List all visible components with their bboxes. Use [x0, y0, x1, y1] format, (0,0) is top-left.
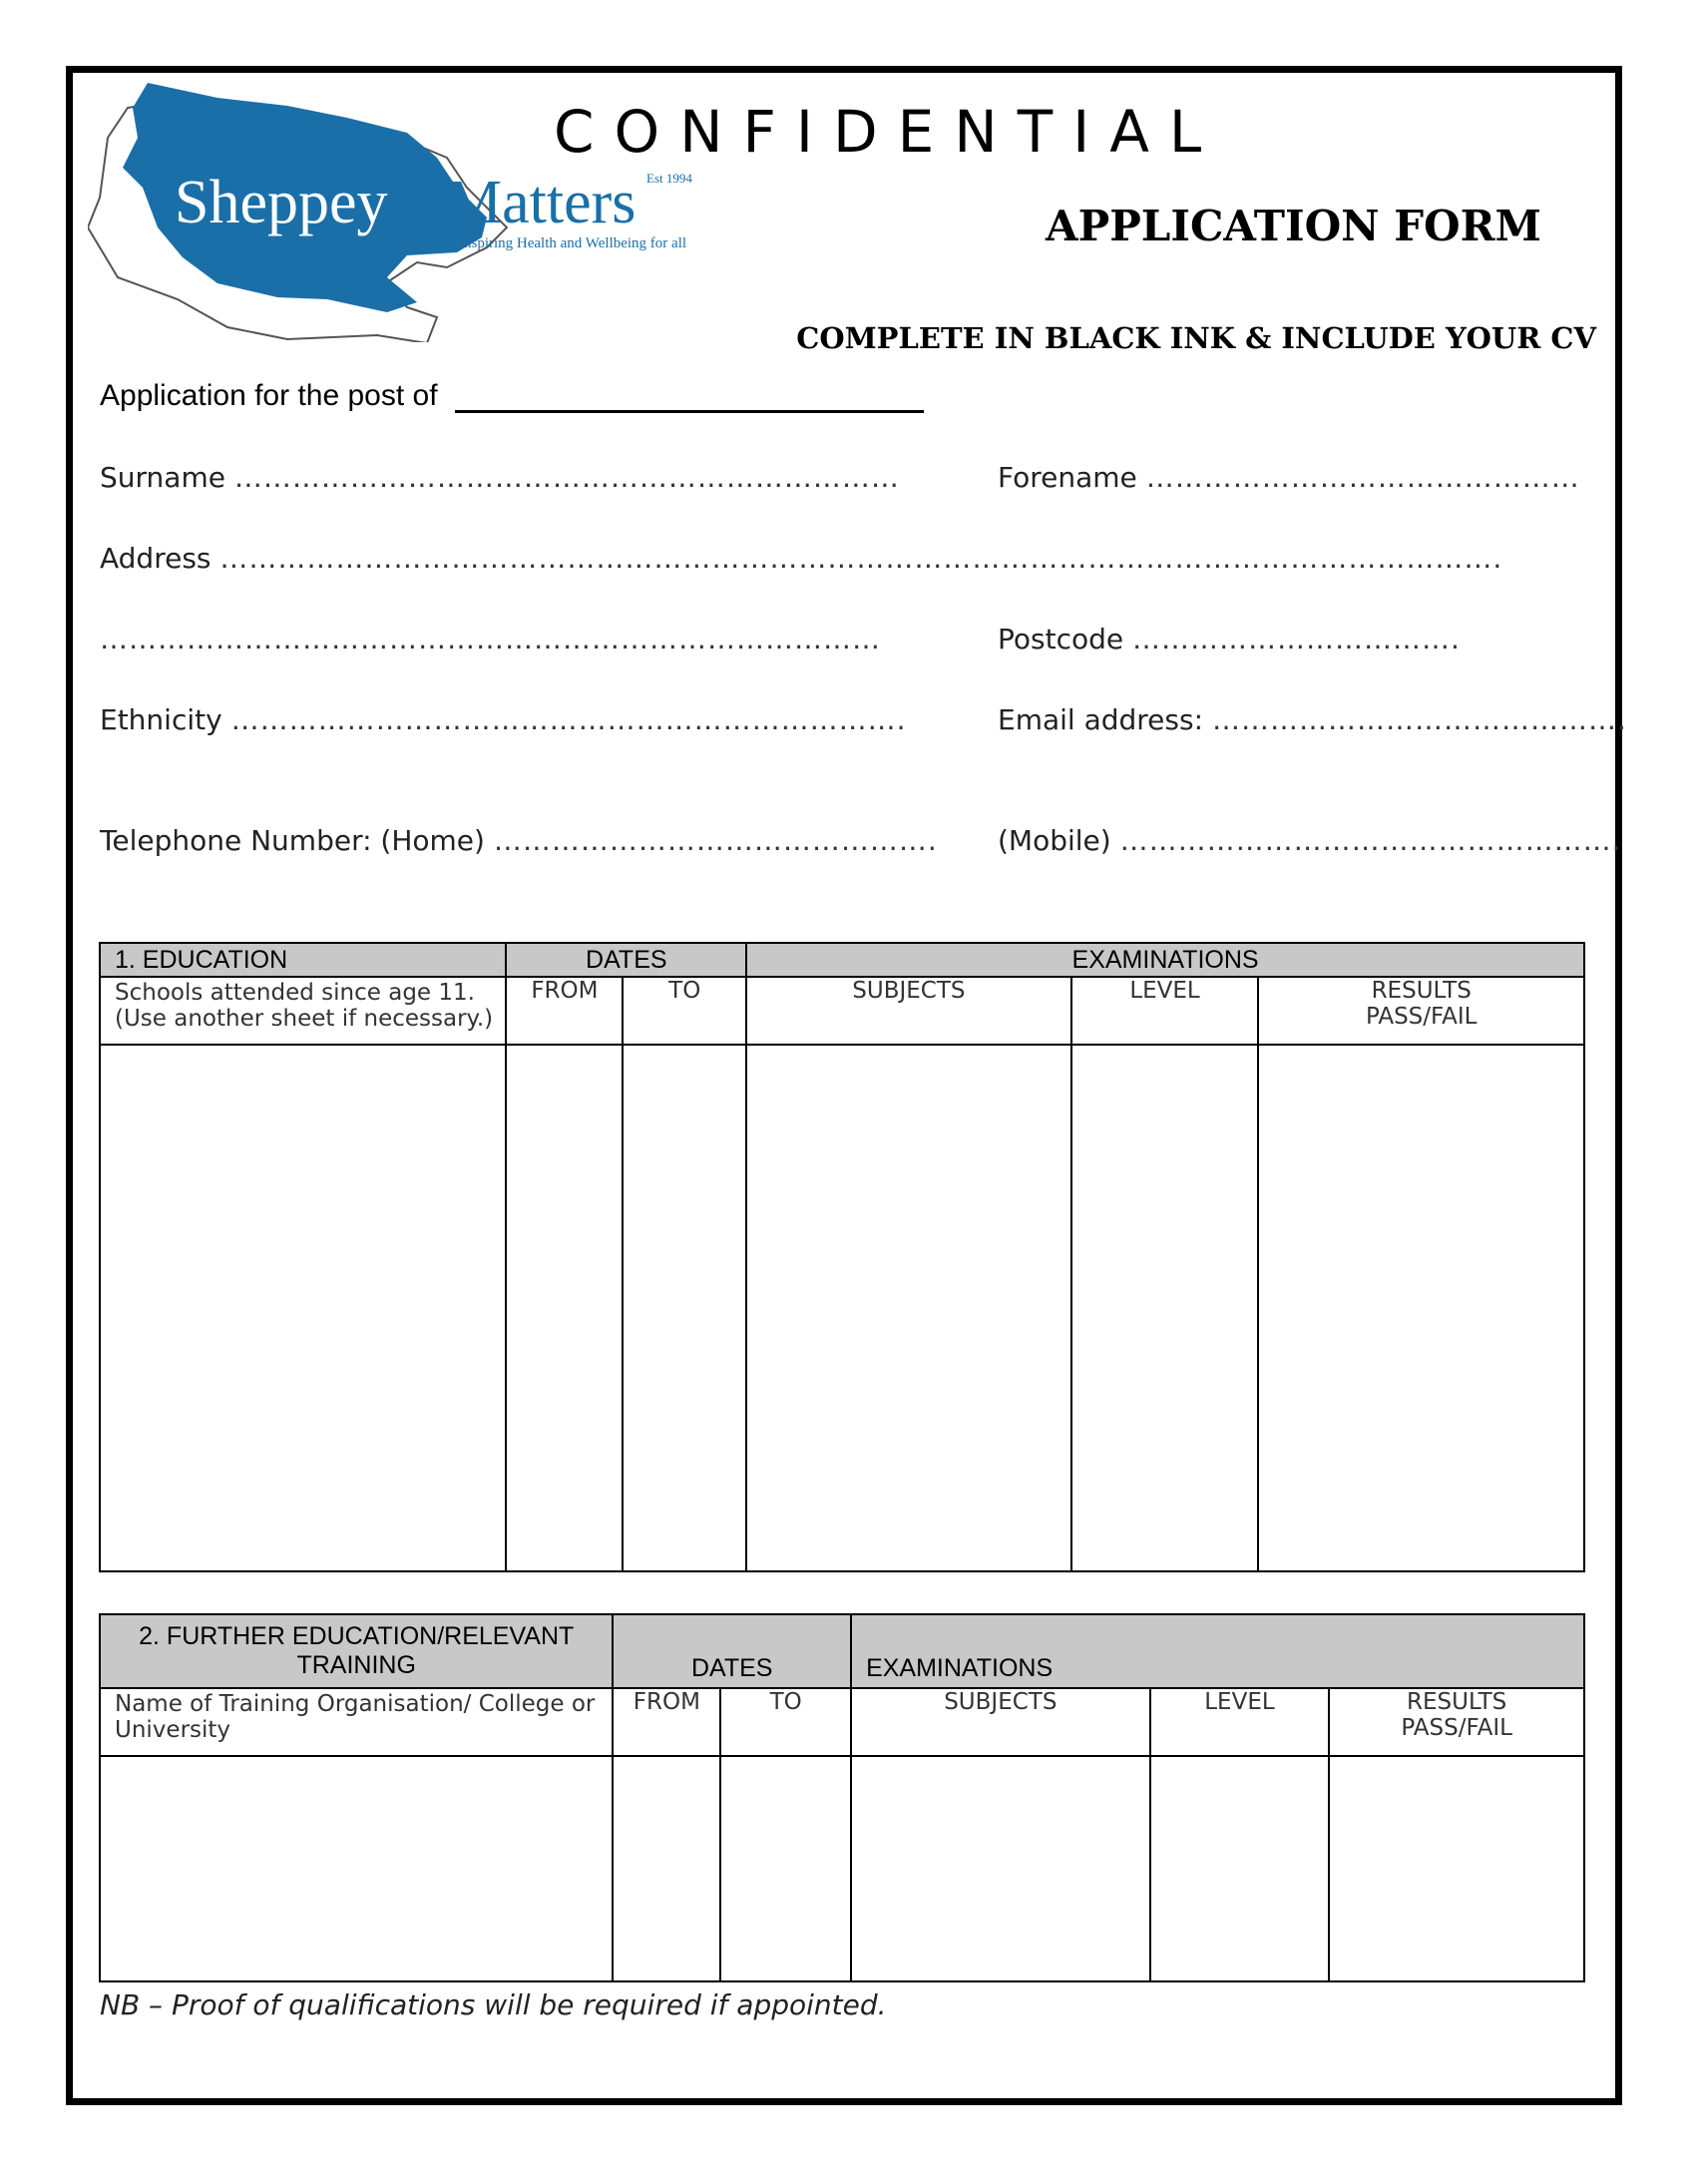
email-field[interactable] [998, 703, 1627, 736]
education-table [99, 942, 1585, 1572]
post-input-line[interactable] [455, 410, 924, 413]
further-education-title [100, 1614, 613, 1688]
address-dots: ……………………………………………………………………………………………………………………. [219, 542, 1503, 575]
education-results-header [1258, 977, 1584, 1045]
ethnicity-label: Ethnicity [100, 703, 222, 736]
tel-home-label: Telephone Number: (Home) [100, 824, 485, 857]
logo-tagline: Inspiring Health and Wellbeing for all [459, 235, 687, 251]
training-organisation-line1: Name of Training Organisation/ College or [115, 1691, 596, 1717]
logo-name-part2: Matters [447, 169, 636, 236]
form-title: APPLICATION FORM [1046, 202, 1541, 250]
further-results-header [1329, 1688, 1584, 1756]
further-title-line1: 2. FURTHER EDUCATION/RELEVANT [139, 1622, 575, 1650]
further-subjects-cell[interactable] [851, 1756, 1150, 1981]
ethnicity-field[interactable] [100, 703, 906, 736]
address-line2-field[interactable] [100, 623, 881, 655]
further-results-line2: PASS/FAIL [1401, 1715, 1512, 1741]
tel-mobile-dots: ……………………………………………. [1119, 824, 1622, 857]
surname-field[interactable] [100, 461, 900, 494]
education-subjects-header: SUBJECTS [746, 977, 1071, 1045]
address-line2-dots: ……………………………………………………………………… [100, 623, 881, 655]
address-field[interactable] [100, 542, 1502, 575]
schools-attended-line2: (Use another sheet if necessary.) [115, 1006, 494, 1032]
confidential-heading: CONFIDENTIAL [554, 98, 1222, 166]
logo-name-part1: Sheppey [175, 169, 388, 236]
further-examinations-header: EXAMINATIONS [851, 1614, 1584, 1688]
further-to-cell[interactable] [720, 1756, 851, 1981]
tel-home-dots: ………………………………………. [493, 824, 938, 857]
education-to-cell[interactable] [623, 1045, 746, 1571]
education-title: 1. EDUCATION [100, 943, 506, 977]
further-level-header: LEVEL [1150, 1688, 1330, 1756]
logo-established: Est 1994 [646, 171, 692, 186]
further-to-header: TO [720, 1688, 851, 1756]
surname-label: Surname [100, 461, 225, 494]
training-organisation-line2: University [115, 1717, 231, 1743]
further-from-header: FROM [613, 1688, 720, 1756]
tel-mobile-field[interactable] [998, 824, 1622, 857]
schools-attended-header [100, 977, 506, 1045]
education-results-line1: RESULTS [1371, 978, 1472, 1004]
education-from-cell[interactable] [506, 1045, 623, 1571]
forename-field[interactable] [998, 461, 1580, 494]
ethnicity-dots: ……………………………………………………………. [230, 703, 907, 736]
education-results-cell[interactable] [1258, 1045, 1584, 1571]
further-title-line2: TRAINING [296, 1651, 416, 1679]
qualifications-note: NB – Proof of qualifications will be required if appointed. [100, 1988, 887, 2021]
further-level-cell[interactable] [1150, 1756, 1330, 1981]
education-examinations-header: EXAMINATIONS [746, 943, 1584, 977]
post-label: Application for the post of [100, 379, 438, 412]
education-level-header: LEVEL [1071, 977, 1259, 1045]
further-subjects-header: SUBJECTS [851, 1688, 1150, 1756]
further-from-cell[interactable] [613, 1756, 720, 1981]
forename-dots: ……………………………………… [1145, 461, 1580, 494]
education-dates-header: DATES [506, 943, 746, 977]
education-results-line2: PASS/FAIL [1365, 1004, 1478, 1030]
schools-attended-line1: Schools attended since age 11. [115, 980, 475, 1006]
further-dates-header: DATES [613, 1614, 851, 1688]
further-organisation-cell[interactable] [100, 1756, 613, 1981]
postcode-label: Postcode [998, 623, 1124, 655]
forename-label: Forename [998, 461, 1137, 494]
education-from-header: FROM [506, 977, 623, 1045]
further-results-cell[interactable] [1329, 1756, 1584, 1981]
postcode-field[interactable] [998, 623, 1461, 655]
further-results-line1: RESULTS [1407, 1689, 1507, 1715]
email-dots: ……………………………………. [1211, 703, 1627, 736]
training-organisation-header [100, 1688, 613, 1756]
education-schools-cell[interactable] [100, 1045, 506, 1571]
tel-home-field[interactable] [100, 824, 938, 857]
email-label: Email address: [998, 703, 1204, 736]
tel-mobile-label: (Mobile) [998, 824, 1111, 857]
education-subjects-cell[interactable] [746, 1045, 1071, 1571]
address-label: Address [100, 542, 212, 575]
education-level-cell[interactable] [1071, 1045, 1259, 1571]
further-education-table [99, 1613, 1585, 1982]
education-to-header: TO [623, 977, 746, 1045]
ink-instruction: COMPLETE IN BLACK INK & INCLUDE YOUR CV [796, 321, 1596, 355]
postcode-dots: ……………………………. [1132, 623, 1461, 655]
surname-dots: …………………………………………………………… [233, 461, 900, 494]
